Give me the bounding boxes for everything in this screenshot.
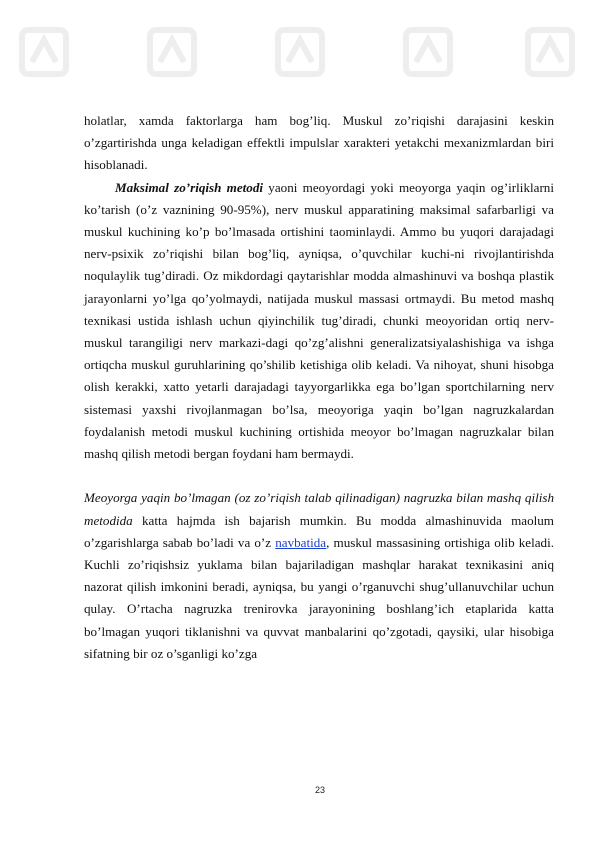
paragraph-3-body-end: , muskul massasining ortishiga olib keladi. Kuchli zo’riqishsiz yuklama bilan bajariladigan mashqlar harakat texnikasini aniq nazorat qilish imkonini beradi, ayniqsa, bu yangi o’rganuvchi shug’ullanuvchilar uchun qulay. O’rtacha nagruzka trenirovka jarayonining boshlang’ich etaplarida katta bo’lmagan yuqori tiklanishni va quvvat manbalarini qo’zgotadi, qaysiki, ular hisobiga sifatning bir oz o’sganligi ko’zga — [84, 534, 555, 661]
paragraph-1: holatlar, xamda faktorlarga ham bog’liq. Muskul zo’riqishi darajasini keskin o’zgartirishda unga keladigan effektli impulslar xarakteri yetakchi mexanizmlardan biri hisoblanadi. — [84, 113, 554, 173]
paragraph-spacer — [84, 465, 554, 487]
page-number: 23 — [314, 785, 325, 795]
navbatida-link[interactable]: navbatida — [275, 534, 327, 550]
paragraph-3 — [84, 487, 554, 665]
paragraph-3-body-start: katta hajmda ish bajarish mumkin. Bu modda almashinuvida maolum o’zgarishlarga sabab bo’ladi va o’z — [84, 512, 554, 550]
paragraph-2 — [84, 177, 554, 466]
term-submaximal-load-method: Meoyorga yaqin bo’lmagan (oz zo’riqish talab qilinadigan) nagruzka bilan mashq qilish metodida — [84, 490, 554, 528]
paragraph-2-body: yaoni meoyordagi yoki meoyorga yaqin og’irliklarni ko’tarish (o’z vaznining 90-95%), nerv muskul apparatining maksimal safarbarligi va muskul kuchining ko’p bo’lmasada ortishini taominlaydi. Ammo bu yuqori darajadagi nerv-psixik zo’riqishi bilan bog’liq, ayniqsa, o’quvchilar kuchi-ni rivojlantirishda noqulaylik tug’diradi. Oz mikdordagi qaytarishlar modda almashinuvi va boshqa plastik jarayonlarni yo’lga qo’yolmaydi, natijada muskul massasi ortmaydi. Bu metod mashq texnikasi ustida ishlash uchun qiyinchilik tug’diradi, chunki meoyoridan ortiq nerv-muskul tarangiligi nerv markazi-dagi qo’zg’alishni generalizatsiyalashishiga va ishga ortiqcha muskul guruhlarining qo’shilib ketishiga olib keladi. Va nihoyat, shuni hisobga olish kerakki, xatto yetarli darajadagi tayyorgarlikka ega bo’lgan sportchilarning nerv sistemasi yaxshi rivojlanmagan bo’lsa, meoyoriga yaqin bo’lgan nagruzkalardan foydalanish metodi muskul kuchining ortishida meoyor bo’lmagan nagruzkalar bilan mashq qilish metodi bergan foydani ham bermaydi. — [84, 179, 554, 462]
document-body — [84, 110, 554, 665]
term-maximal-tension-method: Maksimal zo’riqish metodi — [115, 179, 264, 195]
